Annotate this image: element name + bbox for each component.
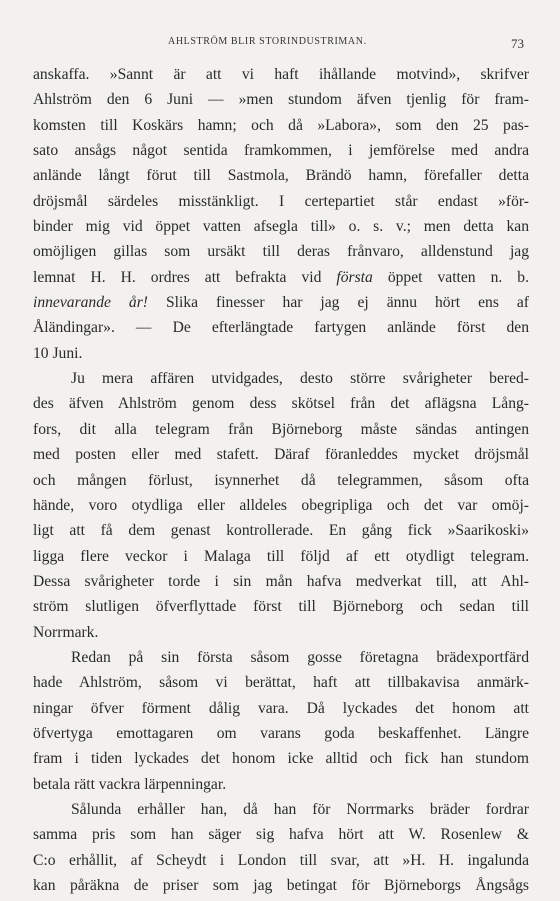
text-line: Ahlström den 6 Juni — »men stundom äfven tjenlig för fram- — [33, 91, 529, 109]
text-line: Ju mera affären utvidgades, desto större svårigheter bered- — [71, 370, 529, 388]
text-line: ligt att få dem genast kontrollerade. En gång fick »Saarikoski» — [33, 522, 529, 540]
running-head — [0, 36, 560, 52]
text-line: samma pris som han säger sig hafva hört att W. Rosenlew & — [33, 826, 529, 844]
text-line: ningar öfver förment dålig vara. Då lyckades det honom att — [33, 699, 529, 717]
paragraph-4 — [33, 797, 529, 898]
italic-emphasis: innevarande år! — [33, 294, 148, 312]
text-segment: öppet vatten n. b. — [372, 268, 529, 286]
paragraph-2 — [33, 366, 529, 645]
text-line: fors, dit alla telegram från Björneborg måste sändas antingen — [33, 420, 529, 438]
text-line: dröjsmål särdeles misstänkligt. I certepartiet står endast »för- — [33, 192, 529, 210]
text-line: C:o erhållit, af Scheydt i London till svar, att »H. H. ingalunda — [33, 851, 529, 869]
text-line: binder mig vid öppet vatten afsegla till» o. s. v.; men detta kan — [33, 218, 529, 236]
italic-emphasis: första — [336, 268, 373, 286]
text-line — [33, 265, 529, 290]
text-line: anlände långt förut till Sastmola, Brändö hamn, förefaller detta — [33, 167, 529, 185]
text-line: ström slutligen öfverflyttade först till Björneborg och sedan till — [33, 598, 529, 616]
text-line: kan påräkna de priser som jag betingat för Björneborgs Ångsågs — [33, 877, 529, 894]
text-line: sato ansågs något sentida framkommen, i jemförelse med andra — [33, 142, 529, 160]
text-line: hände, voro otydliga eller alldeles obegripliga och det var omöj- — [33, 496, 529, 514]
text-line: 10 Juni. — [33, 344, 83, 362]
text-segment: Slika finesser har jag ej ännu hört ens af — [148, 294, 529, 312]
text-line: ligga flere veckor i Malaga till följd af ett otydligt telegram. — [33, 547, 529, 565]
text-line: des äfven Ahlström genom dess skötsel från det aflägsna Lång- — [33, 395, 529, 413]
text-line: Dessa svårigheter torde i sin mån hafva medverkat till, att Ahl- — [33, 572, 529, 590]
text-line — [33, 290, 529, 315]
body-text — [33, 62, 529, 898]
text-line: hade Ahlström, såsom vi berättat, haft att tillbakavisa anmärk- — [33, 674, 529, 692]
page-number: 73 — [511, 36, 524, 51]
text-line: med posten eller med stafett. Däraf föranleddes mycket dröjsmål — [33, 446, 529, 464]
text-line: Norrmark. — [33, 623, 99, 641]
text-line: Sålunda erhåller han, då han för Norrmarks bräder fordrar — [71, 800, 529, 818]
text-line: Åländingar». — De efterlängtade fartygen anlände först den — [33, 319, 529, 337]
running-title: AHLSTRÖM BLIR STORINDUSTRIMAN. — [168, 36, 367, 47]
paragraph-3 — [33, 645, 529, 797]
text-segment: lemnat H. H. ordres att befrakta vid — [33, 268, 337, 286]
text-line: Redan på sin första såsom gosse företagna brädexportfärd — [71, 648, 529, 666]
text-line: fram i tiden lyckades det honom icke alltid och fick han stundom — [33, 750, 529, 768]
text-line: betala rätt vackra lärpenningar. — [33, 775, 227, 793]
text-line: komsten till Koskärs hamn; och då »Labora», som den 25 pas- — [33, 116, 529, 134]
paragraph-1 — [33, 62, 529, 366]
text-line: omöjligen gillas som ursäkt till deras frånvaro, alldenstund jag — [33, 243, 529, 261]
text-line: anskaffa. »Sannt är att vi haft ihållande motvind», skrifver — [33, 66, 529, 83]
text-line: och mången förlust, isynnerhet då telegrammen, såsom ofta — [33, 471, 529, 489]
text-line: öfvertyga emottagaren om varans goda beskaffenhet. Längre — [33, 724, 529, 742]
